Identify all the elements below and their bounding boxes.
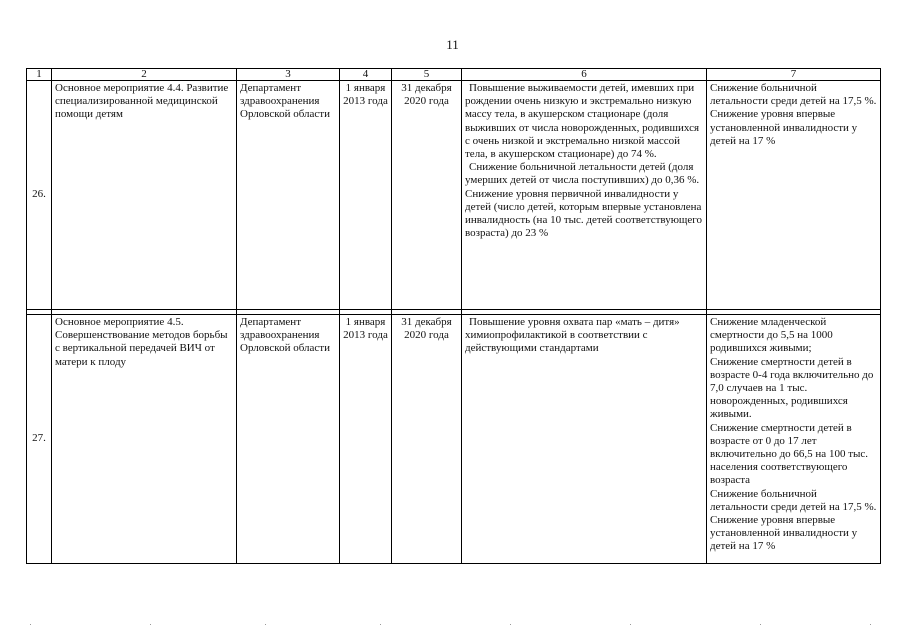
header-cell: 7 <box>707 69 881 81</box>
event-cell: Основное мероприятие 4.5. Совершенствование методов борьбы с вертикальной передачей ВИЧ от матери к плоду <box>52 315 237 564</box>
executor-cell: Департамент здравоохранения Орловской области <box>237 81 340 310</box>
indicator-cell <box>707 315 881 564</box>
scan-artifacts <box>0 624 905 628</box>
row-number: 27. <box>27 315 52 564</box>
program-events-table <box>26 68 881 564</box>
result-paragraph: Повышение выживаемости детей, имевших при рождении очень низкую и экстремально низкую массу тела, в акушерском стационаре (доля выживших от числа новорожденных, родившихся с очень низкой и экстремально низкой массой тела, в акушерском стационаре) до 74 %. <box>465 82 700 161</box>
header-cell: 2 <box>52 69 237 81</box>
expected-result-cell <box>462 315 707 564</box>
table-row <box>27 81 881 310</box>
indicator-paragraph: Снижение младенческой смертности до 5,5 на 1000 родившихся живыми; <box>710 316 833 355</box>
end-date-cell: 31 декабря 2020 года <box>392 81 462 310</box>
indicator-paragraph: Снижение смертности детей в возрасте 0-4 года включительно до 7,0 случаев на 1 тыс. новорожденных, родившихся живыми. <box>710 355 874 421</box>
result-paragraph: Повышение уровня охвата пар «мать – дитя» химиопрофилактикой в соответствии с действующими стандартами <box>465 316 680 355</box>
indicator-paragraph: Снижение уровня впервые установленной инвалидности у детей на 17 % <box>710 108 858 147</box>
start-date-cell: 1 января 2013 года <box>340 315 392 564</box>
expected-result-cell <box>462 81 707 310</box>
result-paragraph: Снижение уровня первичной инвалидности у детей (число детей, которым впервые установлена инвалидность (на 10 тыс. детей соответствующего возраста) до 23 % <box>465 187 703 240</box>
indicator-paragraph: Снижение больничной летальности среди детей на 17,5 %. Снижение уровня впервые установленной инвалидности у детей на 17 % <box>710 487 877 553</box>
header-cell: 3 <box>237 69 340 81</box>
start-date-cell: 1 января 2013 года <box>340 81 392 310</box>
event-cell: Основное мероприятие 4.4. Развитие специализированной медицинской помощи детям <box>52 81 237 310</box>
header-row <box>27 69 881 81</box>
indicator-paragraph: Снижение смертности детей в возрасте от 0 до 17 лет включительно до 66,5 на 100 тыс. населения соответствующего возраста <box>710 421 869 487</box>
executor-cell: Департамент здравоохранения Орловской области <box>237 315 340 564</box>
header-cell: 6 <box>462 69 707 81</box>
header-cell: 5 <box>392 69 462 81</box>
result-paragraph: Снижение больничной летальности детей (доля умерших детей от числа поступивших) до 0,36 %. <box>465 161 700 187</box>
row-number: 26. <box>27 81 52 310</box>
page-number: 11 <box>446 37 459 52</box>
header-cell: 4 <box>340 69 392 81</box>
indicator-cell <box>707 81 881 310</box>
table-row <box>27 315 881 564</box>
end-date-cell: 31 декабря 2020 года <box>392 315 462 564</box>
header-cell: 1 <box>27 69 52 81</box>
indicator-paragraph: Снижение больничной летальности среди детей на 17,5 %. <box>710 82 877 108</box>
